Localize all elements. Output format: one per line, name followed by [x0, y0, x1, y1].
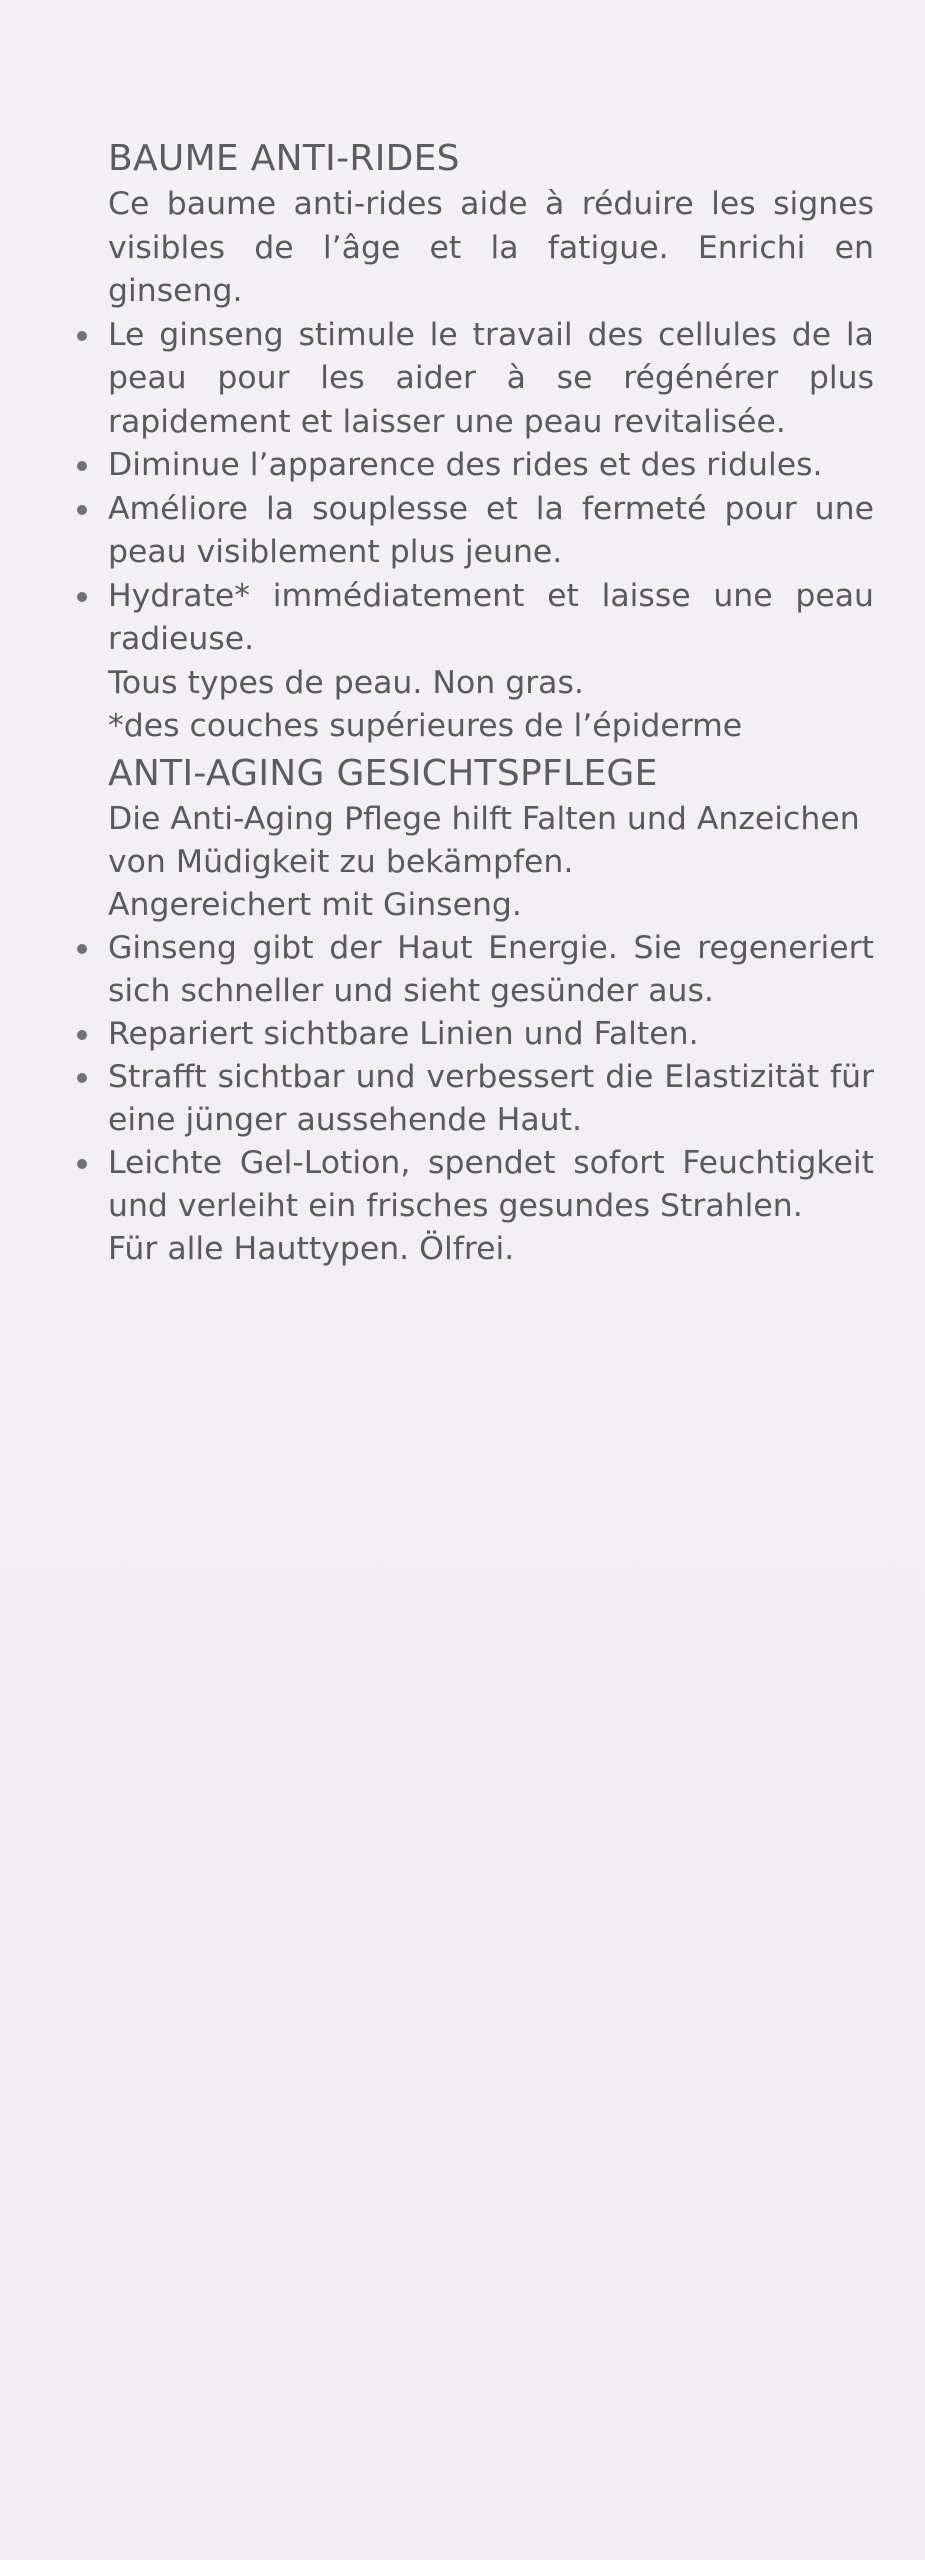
bullet-dot-icon — [77, 944, 87, 954]
list-item — [108, 575, 874, 662]
german-intro-ginseng: Angereichert mit Ginseng. — [108, 887, 522, 923]
german-benefits-list — [108, 927, 874, 1228]
list-item-text: Strafft sichtbar und verbessert die Elastizität für eine jünger aussehende Haut. — [108, 1059, 874, 1138]
bullet-dot-icon — [77, 592, 87, 602]
list-item — [108, 1142, 874, 1228]
german-intro: Die Anti-Aging Pflege hilft Falten und Anzeichen von Müdigkeit zu bekämpfen. — [108, 801, 860, 880]
french-section — [108, 137, 874, 749]
bullet-dot-icon — [77, 505, 87, 515]
list-item — [108, 314, 874, 445]
french-intro: Ce baume anti-rides aide à réduire les signes visibles de l’âge et la fatigue. Enrichi en ginseng. — [108, 186, 874, 309]
list-item — [108, 488, 874, 575]
bullet-dot-icon — [77, 1030, 87, 1040]
french-benefits-list — [108, 314, 874, 662]
german-section — [108, 752, 874, 1271]
list-item-text: Repariert sichtbare Linien und Falten. — [108, 1016, 699, 1052]
list-item-text: Hydrate* immédiatement et laisse une peau radieuse. — [108, 577, 874, 657]
french-title: BAUME ANTI-RIDES — [108, 138, 460, 179]
list-item — [108, 1013, 874, 1056]
german-skin-types: Für alle Hauttypen. Ölfrei. — [108, 1231, 515, 1267]
list-item — [108, 927, 874, 1013]
list-item-text: Leichte Gel-Lotion, spendet sofort Feuchtigkeit und verleiht ein frisches gesundes Strahlen. — [108, 1145, 874, 1224]
bullet-dot-icon — [77, 1159, 87, 1169]
list-item — [108, 444, 874, 488]
bullet-dot-icon — [77, 331, 87, 341]
list-item — [108, 1056, 874, 1142]
french-footnote: *des couches supérieures de l’épiderme — [108, 708, 743, 744]
french-skin-types: Tous types de peau. Non gras. — [108, 664, 584, 701]
list-item-text: Ginseng gibt der Haut Energie. Sie regeneriert sich schneller und sieht gesünder aus. — [108, 930, 874, 1009]
bullet-dot-icon — [77, 1073, 87, 1083]
german-title: ANTI-AGING GESICHTSPFLEGE — [108, 753, 658, 794]
list-item-text: Améliore la souplesse et la fermeté pour une peau visiblement plus jeune. — [108, 490, 874, 570]
bullet-dot-icon — [77, 461, 87, 471]
list-item-text: Le ginseng stimule le travail des cellules de la peau pour les aider à se régénérer plus rapidement et laisser une peau revitalisée. — [108, 316, 874, 440]
list-item-text: Diminue l’apparence des rides et des ridules. — [108, 447, 823, 483]
